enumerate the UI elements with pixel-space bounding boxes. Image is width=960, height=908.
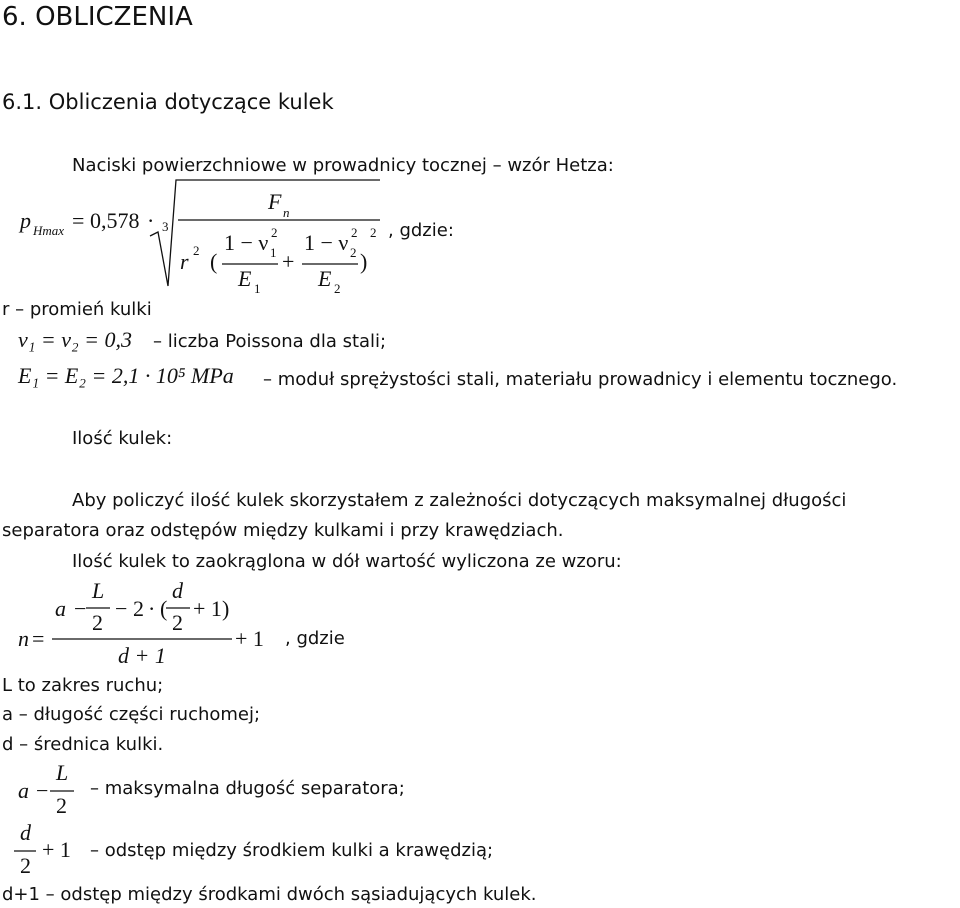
d-denominator: 2: [172, 610, 183, 635]
dot-operator-2: ·: [148, 596, 156, 621]
nu2-subscript: 2: [350, 245, 357, 260]
minus-sign: −: [74, 596, 87, 621]
radius-symbol: r: [180, 249, 189, 274]
legend-d: d – średnica kulki.: [2, 734, 164, 755]
L-numerator: L: [92, 578, 105, 603]
nu1-numerator: 1 − ν: [224, 230, 269, 255]
gap-description: – odstęp między środkiem kulki a krawędzią;: [90, 840, 494, 861]
plus-sign: +: [282, 249, 295, 274]
gap-d: d: [20, 820, 31, 845]
poisson-description: – liczba Poissona dla stali;: [153, 331, 387, 352]
poisson-formula: ν₁ = ν₂ = 0,3: [18, 327, 133, 352]
paragraph-line-1: Aby policzyć ilość kulek skorzystałem z zależności dotyczących maksymalnej długości: [72, 490, 847, 511]
left-paren-2: (: [160, 596, 168, 621]
e2-subscript: 2: [334, 281, 341, 296]
n-equals: =: [32, 626, 45, 651]
equals-sign: =: [72, 208, 85, 233]
pressure-symbol: p: [20, 208, 31, 233]
radius-exponent: 2: [193, 243, 200, 258]
sep-L: L: [56, 760, 69, 785]
force-symbol: F: [268, 189, 282, 214]
outer-plus-one: + 1: [235, 626, 264, 651]
gdzie-label: , gdzie:: [388, 220, 454, 241]
denominator: d + 1: [118, 643, 166, 668]
legend-a: a – długość części ruchomej;: [2, 704, 261, 725]
count-heading: Ilość kulek:: [72, 428, 173, 449]
coefficient: 0,578: [90, 208, 140, 233]
right-paren: ): [360, 249, 368, 274]
left-paren: (: [210, 249, 218, 274]
a-symbol: a: [55, 596, 66, 621]
dot-operator: ·: [147, 208, 155, 233]
nu2-numerator: 1 − ν: [304, 230, 349, 255]
modulus-description: – moduł sprężystości stali, materiału prowadnicy i elementu tocznego.: [263, 369, 898, 390]
separator-description: – maksymalna długość separatora;: [90, 778, 405, 799]
sep-minus: −: [36, 778, 49, 803]
root-index: 3: [162, 219, 169, 234]
nu2-exponent: 2: [351, 225, 358, 240]
nu1-subscript: 1: [270, 245, 277, 260]
intro-text: Naciski powierzchniowe w prowadnicy tocznej – wzór Hetza:: [72, 155, 614, 176]
legend-last: d+1 – odstęp między środkami dwóch sąsiadujących kulek.: [2, 884, 537, 905]
pressure-subscript: Hmax: [33, 223, 65, 238]
radius-definition: r – promień kulki: [2, 299, 152, 320]
sep-two: 2: [56, 793, 67, 818]
gap-plus-one: + 1: [42, 837, 71, 862]
d-numerator: d: [172, 578, 183, 603]
e1-symbol: E: [238, 266, 252, 291]
factor-two: 2: [133, 596, 144, 621]
paragraph-line-2: separatora oraz odstępów między kulkami i przy krawędziach.: [2, 520, 564, 541]
sep-a: a: [18, 778, 29, 803]
modulus-formula: E₁ = E₂ = 2,1 · 10⁵ MPa: [18, 363, 234, 388]
e2-symbol: E: [318, 266, 332, 291]
legend-L: L to zakres ruchu;: [2, 675, 164, 696]
chapter-title: 6. OBLICZENIA: [2, 2, 193, 32]
gap-two: 2: [20, 853, 31, 878]
outer-exponent: 2: [370, 225, 377, 240]
minus-sign-2: −: [115, 596, 128, 621]
radical-sign: [150, 180, 380, 286]
nu1-exponent: 2: [271, 225, 278, 240]
paragraph-line-3: Ilość kulek to zaokrąglona w dół wartość wyliczona ze wzoru:: [72, 551, 622, 572]
L-denominator: 2: [92, 610, 103, 635]
e1-subscript: 1: [254, 281, 261, 296]
section-title: 6.1. Obliczenia dotyczące kulek: [2, 90, 334, 114]
force-subscript: n: [283, 205, 290, 220]
plus-one: + 1: [193, 596, 222, 621]
n-symbol: n: [18, 626, 29, 651]
gdzie-label-2: , gdzie: [285, 628, 345, 649]
right-paren-2: ): [222, 596, 230, 621]
